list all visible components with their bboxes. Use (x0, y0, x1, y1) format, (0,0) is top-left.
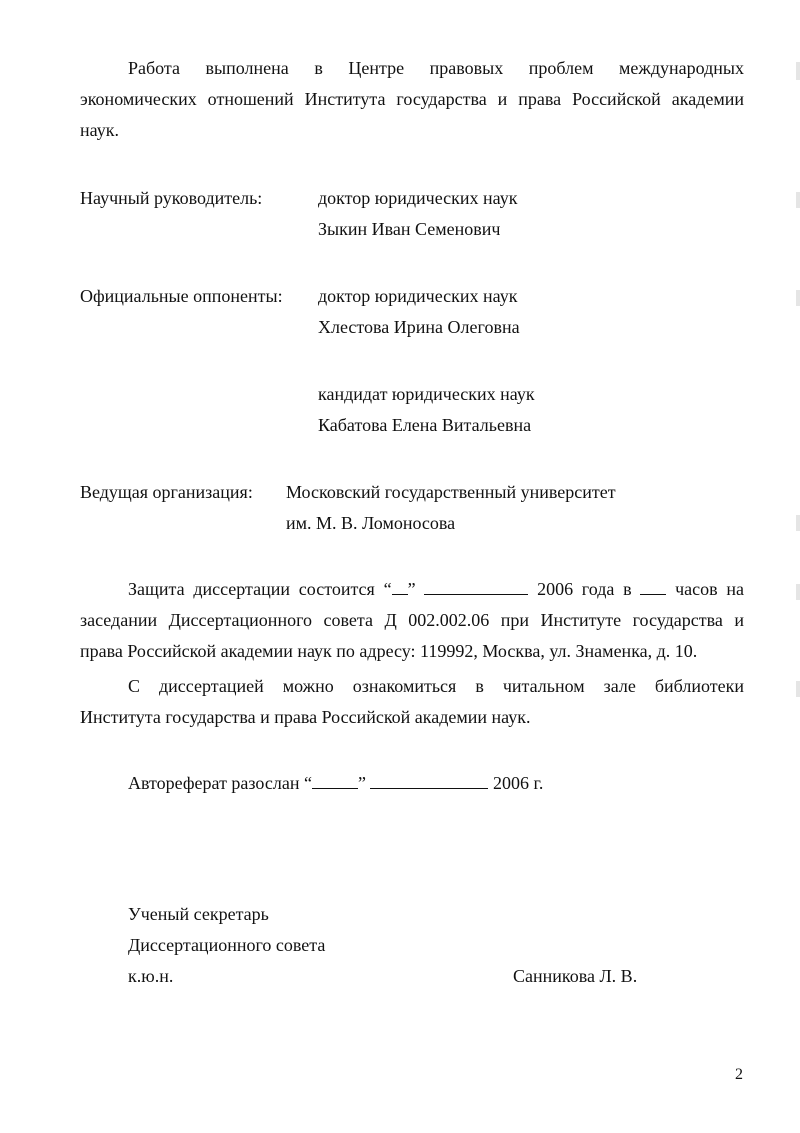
library-paragraph (80, 671, 744, 733)
intro-line-3: наук. (80, 120, 119, 140)
lead-org-line-2: им. М. В. Ломоносова (286, 513, 456, 533)
secretary-name: Санникова Л. В. (513, 966, 638, 986)
secretary-block (128, 899, 325, 992)
scan-edge-mark (796, 515, 800, 531)
opponent-second-name: Кабатова Елена Витальевна (318, 415, 532, 435)
opponent-first (318, 281, 520, 343)
scan-edge-mark (796, 192, 800, 208)
defense-line-2: заседании Диссертационного совета Д 002.002.06 при Институте государства и (80, 610, 744, 630)
scan-edge-mark (796, 290, 800, 306)
intro-line-1: Работа выполнена в Центре правовых проблем международных (128, 58, 744, 78)
abstract-sent-text-b: ” (357, 773, 366, 793)
defense-text-d: часов на (675, 579, 745, 599)
opponent-first-name: Хлестова Ирина Олеговна (318, 317, 520, 337)
secretary-line-1: Ученый секретарь (128, 904, 269, 924)
library-line-2: Института государства и права Российской академии наук. (80, 707, 531, 727)
defense-line-1 (80, 574, 744, 605)
sent-day-blank (312, 773, 358, 789)
page-number: 2 (735, 1066, 743, 1083)
defense-text-c: 2006 года в (537, 579, 632, 599)
abstract-sent-text-c: 2006 г. (492, 773, 544, 793)
hour-blank (640, 579, 666, 595)
defense-text-a: Защита диссертации состоится “ (128, 579, 392, 599)
supervisor-name: Зыкин Иван Семенович (318, 219, 501, 239)
lead-org-label: Ведущая организация: (80, 482, 253, 502)
defense-paragraph (80, 574, 744, 667)
secretary-line-3: к.ю.н. (128, 966, 174, 986)
intro-line-2: экономических отношений Института государства и права Российской академии (80, 89, 744, 109)
abstract-sent-text-a: Автореферат разослан “ (128, 773, 312, 793)
opponent-second (318, 379, 535, 441)
defense-line-3: права Российской академии наук по адресу: 119992, Москва, ул. Знаменка, д. 10. (80, 641, 698, 661)
scan-edge-mark (796, 584, 800, 600)
scan-edge-mark (796, 62, 800, 80)
supervisor-info (318, 183, 517, 245)
opponents-label: Официальные оппоненты: (80, 286, 283, 306)
supervisor-degree: доктор юридических наук (318, 188, 518, 208)
defense-text-b: ” (407, 579, 416, 599)
opponent-second-degree: кандидат юридических наук (318, 384, 535, 404)
library-line-1: С диссертацией можно ознакомиться в читальном зале библиотеки (128, 676, 744, 696)
opponent-first-degree: доктор юридических наук (318, 286, 518, 306)
supervisor-label: Научный руководитель: (80, 188, 263, 208)
sent-month-blank (370, 773, 488, 789)
lead-org-line-1: Московский государственный университет (286, 482, 616, 502)
secretary-line-2: Диссертационного совета (128, 935, 326, 955)
intro-paragraph (80, 53, 744, 146)
abstract-sent-line (128, 768, 543, 799)
scan-edge-mark (796, 681, 800, 697)
day-blank (392, 579, 408, 595)
month-blank (424, 579, 528, 595)
